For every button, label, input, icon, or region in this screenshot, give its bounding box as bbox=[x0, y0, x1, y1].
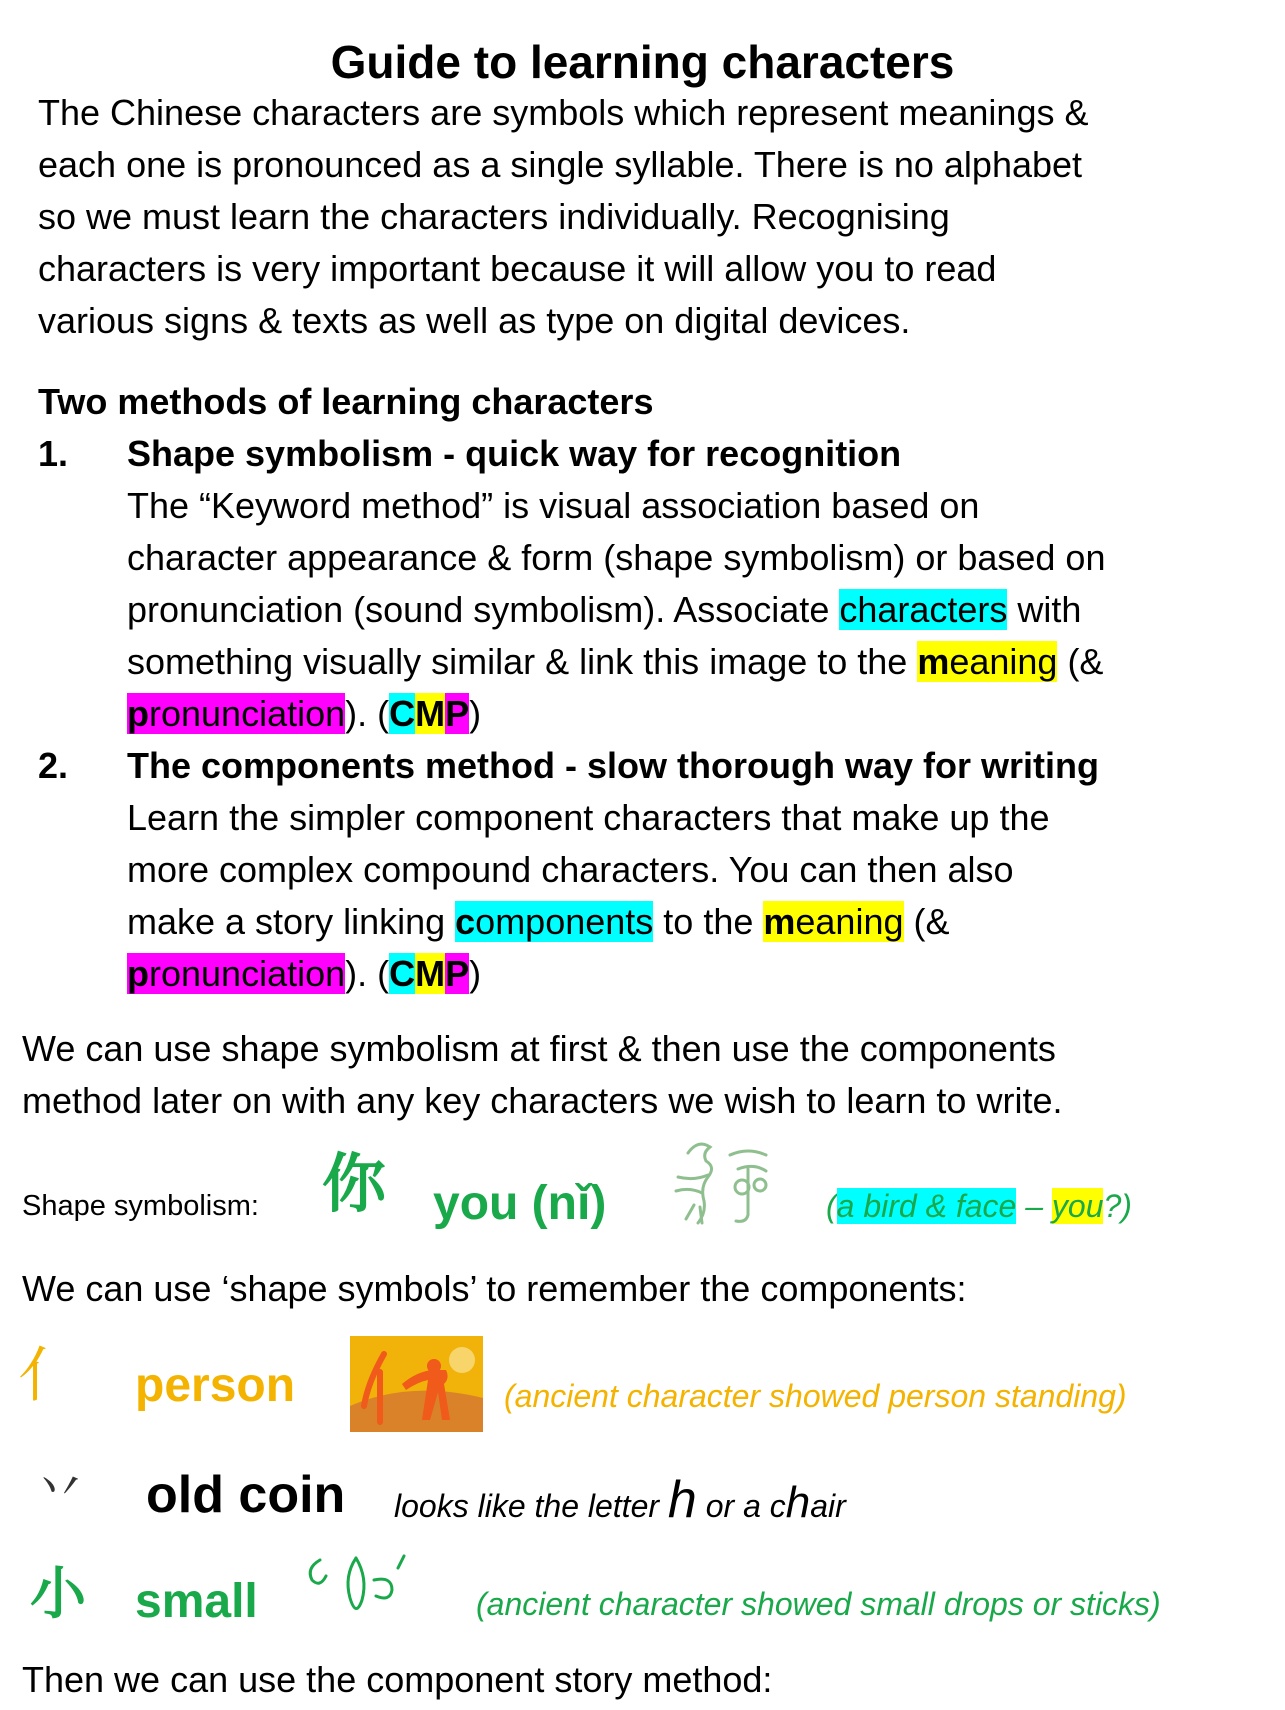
method-1-line-4: something visually similar & link this image to the meaning (& bbox=[127, 641, 1104, 682]
meaning-old-coin: old coin bbox=[146, 1466, 346, 1524]
method-2-line-4: pronunciation). (CMP) bbox=[127, 953, 482, 994]
highlight-meaning-2: meaning bbox=[763, 901, 904, 942]
summary-line-1: We can use shape symbolism at first & then use the components bbox=[22, 1028, 1056, 1069]
highlight-components: components bbox=[455, 901, 654, 942]
cmp-p-2: P bbox=[445, 953, 470, 994]
method-2-heading: The components method - slow thorough way for writing bbox=[127, 745, 1099, 786]
method-2-line-1: Learn the simpler component characters that make up the bbox=[127, 797, 1050, 838]
method-1-line-3: pronunciation (sound symbolism). Associate characters with bbox=[127, 589, 1082, 630]
radical-old-coin: 丷 bbox=[34, 1459, 87, 1519]
highlight-meaning: meaning bbox=[917, 641, 1058, 682]
methods-heading: Two methods of learning characters bbox=[38, 381, 654, 422]
page-title: Guide to learning characters bbox=[330, 36, 955, 88]
radical-person: 亻 bbox=[18, 1341, 78, 1411]
intro-line-1: The Chinese characters are symbols which represent meanings & bbox=[38, 92, 1089, 133]
character-ni: 你 bbox=[322, 1148, 386, 1222]
cmp-c: C bbox=[389, 693, 416, 734]
footer-text: Then we can use the component story method: bbox=[22, 1659, 773, 1700]
note-small: (ancient character showed small drops or sticks) bbox=[476, 1586, 1161, 1622]
method-1-number: 1. bbox=[38, 433, 69, 474]
shape-symbolism-label: Shape symbolism: bbox=[22, 1190, 259, 1222]
note-person: (ancient character showed person standing) bbox=[504, 1378, 1127, 1414]
cmp-m-2: M bbox=[415, 953, 446, 994]
intro-line-4: characters is very important because it will allow you to read bbox=[38, 248, 997, 289]
bird-face-drawing-icon bbox=[660, 1125, 800, 1235]
meaning-small: small bbox=[135, 1575, 258, 1628]
components-intro: We can use ‘shape symbols’ to remember the components: bbox=[22, 1268, 967, 1309]
meaning-person: person bbox=[135, 1359, 296, 1412]
intro-line-5: various signs & texts as well as type on digital devices. bbox=[38, 300, 911, 341]
method-1-line-5: pronunciation). (CMP) bbox=[127, 693, 482, 734]
summary-line-2: method later on with any key characters we wish to learn to write. bbox=[22, 1080, 1063, 1121]
radical-small: 小 bbox=[30, 1562, 86, 1627]
cmp-c-2: C bbox=[389, 953, 416, 994]
note-old-coin: looks like the letter h or a chair bbox=[394, 1471, 846, 1529]
method-1-line-2: character appearance & form (shape symbolism) or based on bbox=[127, 537, 1106, 578]
intro-line-3: so we must learn the characters individually. Recognising bbox=[38, 196, 950, 237]
cmp-p: P bbox=[445, 693, 470, 734]
highlight-pronunciation: pronunciation bbox=[127, 693, 346, 734]
intro-line-2: each one is pronounced as a single syllable. There is no alphabet bbox=[38, 144, 1083, 185]
ancient-small-drawing-icon bbox=[300, 1540, 420, 1632]
person-bowing-picture-icon bbox=[350, 1336, 483, 1432]
cmp-m: M bbox=[415, 693, 446, 734]
method-1-heading: Shape symbolism - quick way for recognition bbox=[127, 433, 902, 474]
meaning-you: you (nǐ) bbox=[433, 1177, 607, 1230]
method-2-line-3: make a story linking components to the meaning (& bbox=[127, 901, 950, 942]
method-1-line-1: The “Keyword method” is visual association based on bbox=[127, 485, 980, 526]
highlight-pronunciation-2: pronunciation bbox=[127, 953, 346, 994]
method-2-line-2: more complex compound characters. You can then also bbox=[127, 849, 1014, 890]
method-2-number: 2. bbox=[38, 745, 69, 786]
shape-symbolism-note: (a bird & face – you?) bbox=[826, 1188, 1132, 1224]
highlight-characters: characters bbox=[839, 589, 1008, 630]
